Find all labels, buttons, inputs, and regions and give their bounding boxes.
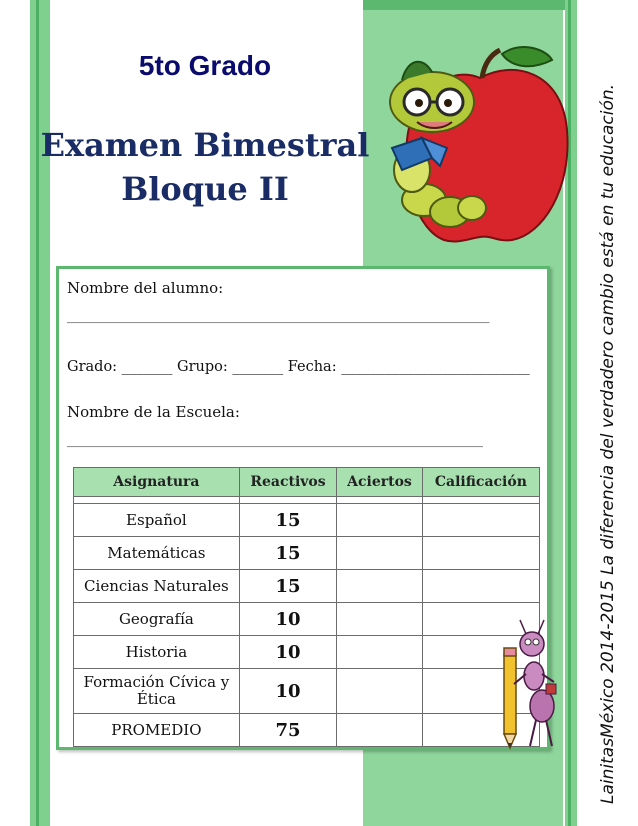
- reactivos-cell: 15: [239, 537, 336, 570]
- table-row: [74, 714, 540, 747]
- table-row: [74, 603, 540, 636]
- header-asignatura: Asignatura: [74, 468, 240, 497]
- table-row: [74, 504, 540, 537]
- top-strip: [363, 0, 577, 10]
- ant-with-pencil-icon: [496, 614, 562, 754]
- exam-title: Examen Bimestral: [40, 126, 370, 164]
- subject-cell: Geografía: [74, 603, 240, 636]
- reactivos-cell: 10: [239, 636, 336, 669]
- aciertos-cell[interactable]: [337, 570, 423, 603]
- header-aciertos: Aciertos: [337, 468, 423, 497]
- aciertos-cell[interactable]: [337, 537, 423, 570]
- frame-left-line: [36, 0, 39, 826]
- student-info-box: [56, 266, 550, 750]
- student-name-label: Nombre del alumno:: [67, 279, 224, 297]
- subject-cell: Español: [74, 504, 240, 537]
- aciertos-cell[interactable]: [337, 603, 423, 636]
- reactivos-cell: 15: [239, 570, 336, 603]
- aciertos-cell[interactable]: [337, 714, 423, 747]
- header-reactivos: Reactivos: [239, 468, 336, 497]
- aciertos-cell[interactable]: [337, 504, 423, 537]
- aciertos-cell[interactable]: [337, 636, 423, 669]
- student-name-line[interactable]: _________________________________________________________________: [67, 309, 490, 324]
- subject-cell: PROMEDIO: [74, 714, 240, 747]
- grades-table: [73, 467, 540, 747]
- calificacion-cell[interactable]: [422, 570, 539, 603]
- table-row: [74, 669, 540, 714]
- table-row: [74, 537, 540, 570]
- school-name-label: Nombre de la Escuela:: [67, 403, 240, 421]
- aciertos-cell[interactable]: [337, 669, 423, 714]
- calificacion-cell[interactable]: [422, 537, 539, 570]
- table-row: [74, 636, 540, 669]
- side-caption: LainitasMéxico 2014-2015 La diferencia del verdadero cambio está en tu educación.: [598, 83, 618, 804]
- school-name-line[interactable]: ________________________________________________________________: [67, 433, 483, 448]
- header-calificacion: Calificación: [422, 468, 539, 497]
- subject-cell: Ciencias Naturales: [74, 570, 240, 603]
- reactivos-cell: 75: [239, 714, 336, 747]
- grado-grupo-fecha-line[interactable]: Grado: _______ Grupo: _______ Fecha: __________________________: [67, 359, 530, 375]
- subject-cell: Historia: [74, 636, 240, 669]
- table-row: [74, 570, 540, 603]
- reactivos-cell: 10: [239, 603, 336, 636]
- grade-title: 5to Grado: [138, 50, 272, 81]
- reactivos-cell: 15: [239, 504, 336, 537]
- frame-left-bar: [30, 0, 50, 826]
- calificacion-cell[interactable]: [422, 504, 539, 537]
- worm-reading-on-apple-icon: [362, 30, 572, 250]
- reactivos-cell: 10: [239, 669, 336, 714]
- subject-cell: Matemáticas: [74, 537, 240, 570]
- subject-cell: Formación Cívica y Ética: [74, 669, 240, 714]
- exam-block: Bloque II: [121, 170, 289, 208]
